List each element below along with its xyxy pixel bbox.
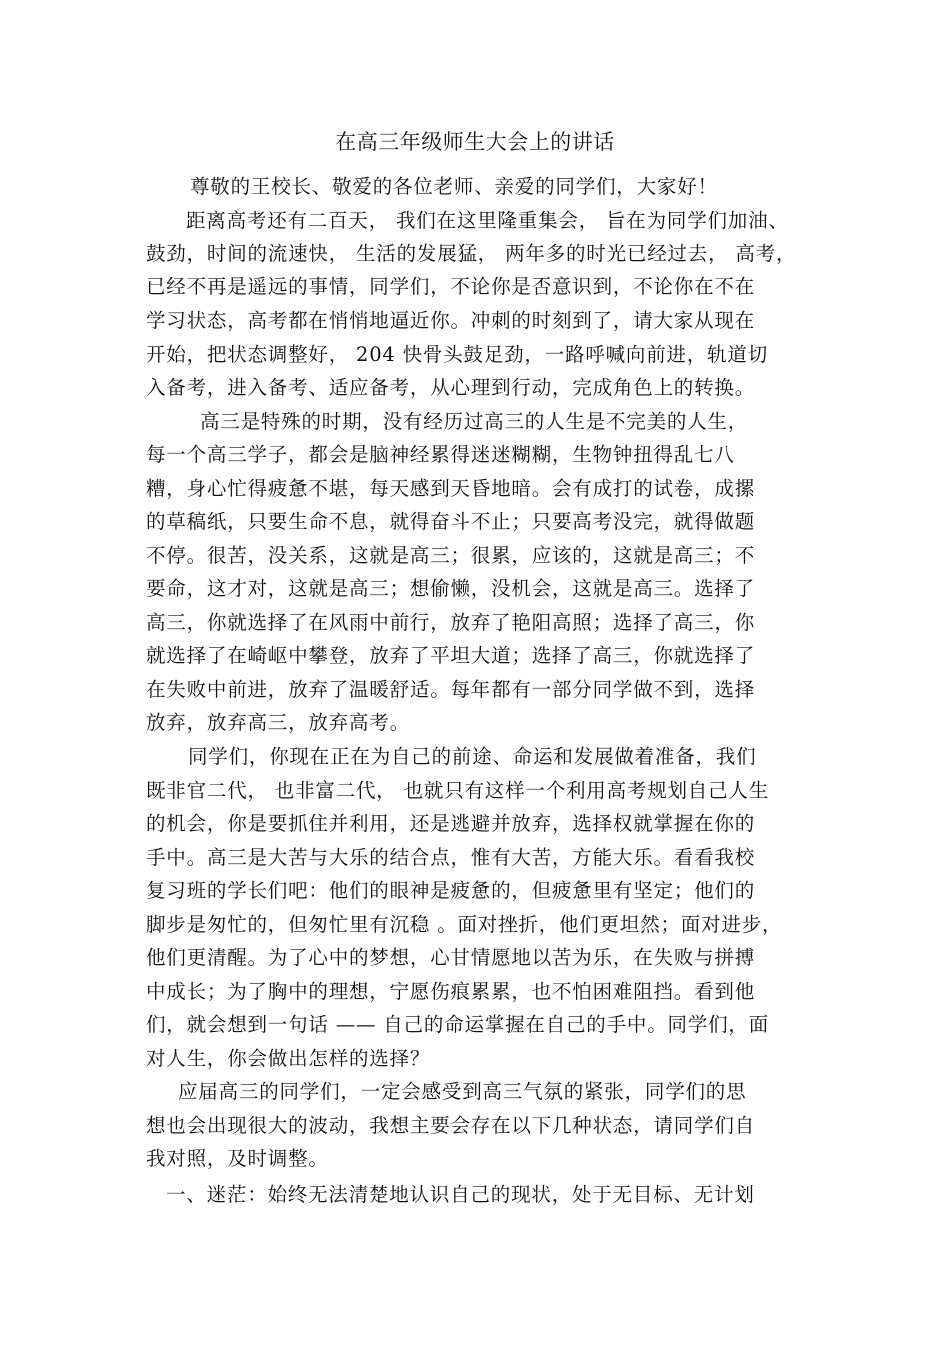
- text-line: 在失败中前进，放弃了温暖舒适。每年都有一部分同学做不到，选择: [146, 678, 756, 701]
- text-line: 高三是特殊的时期，没有经历过高三的人生是不完美的人生，: [200, 410, 749, 433]
- text-line: 放弃，放弃高三，放弃高考。: [146, 711, 410, 734]
- text-line: 就选择了在崎岖中攀登，放弃了平坦大道；选择了高三，你就选择了: [146, 644, 756, 667]
- text-line: 对人生，你会做出怎样的选择？: [146, 1047, 431, 1070]
- text-line: 鼓劲，时间的流速快， 生活的发展猛， 两年多的时光已经过去， 高考，: [146, 242, 797, 265]
- text-line: 入备考，进入备考、适应备考，从心理到行动，完成角色上的转换。: [146, 376, 756, 399]
- text-line: 开始，把状态调整好， 204 快骨头鼓足劲，一路呼喊向前进，轨道切: [146, 343, 769, 366]
- text-line: 应届高三的同学们，一定会感受到高三气氛的紧张，同学们的思: [178, 1080, 747, 1103]
- text-line: 学习状态，高考都在悄悄地逼近你。冲刺的时刻到了，请大家从现在: [146, 309, 756, 332]
- text-line: 们，就会想到一句话 —— 自己的命运掌握在自己的手中。同学们，面: [146, 1013, 769, 1036]
- text-line: 既非官二代， 也非富二代， 也就只有这样一个利用高考规划自己人生: [146, 779, 769, 802]
- document-title: 在高三年级师生大会上的讲话: [335, 130, 615, 154]
- text-line: 一、迷茫：始终无法清楚地认识自己的现状，处于无目标、无计划: [166, 1183, 755, 1206]
- text-line: 中成长；为了胸中的理想，宁愿伤痕累累，也不怕困难阻挡。看到他: [146, 980, 756, 1003]
- text-line: 每一个高三学子，都会是脑神经累得迷迷糊糊，生物钟扭得乱七八: [146, 443, 735, 466]
- text-line: 他们更清醒。为了心中的梦想，心甘情愿地以苦为乐，在失败与拼搏: [146, 946, 756, 969]
- text-line: 已经不再是遥远的事情，同学们，不论你是否意识到，不论你在不在: [146, 275, 756, 298]
- text-line: 距离高考还有二百天， 我们在这里隆重集会， 旨在为同学们加油、: [186, 209, 789, 232]
- text-line: 高三，你就选择了在风雨中前行，放弃了艳阳高照；选择了高三，你: [146, 611, 756, 634]
- text-line: 我对照，及时调整。: [146, 1147, 329, 1170]
- text-line: 要命，这才对，这就是高三；想偷懒，没机会，这就是高三。选择了: [146, 577, 756, 600]
- text-line: 想也会出现很大的波动，我想主要会存在以下几种状态，请同学们自: [146, 1114, 756, 1137]
- text-line: 糟，身心忙得疲惫不堪，每天感到天昏地暗。会有成打的试卷，成摞: [146, 477, 756, 500]
- text-line: 的机会，你是要抓住并利用，还是逃避并放弃，选择权就掌握在你的: [146, 812, 756, 835]
- text-line: 不停。很苦，没关系，这就是高三；很累，应该的，这就是高三；不: [146, 544, 756, 567]
- text-line: 复习班的学长们吧：他们的眼神是疲惫的，但疲惫里有坚定；他们的: [146, 879, 756, 902]
- text-line: 同学们，你现在正在为自己的前途、命运和发展做着准备，我们: [188, 745, 757, 768]
- text-line: 的草稿纸，只要生命不息，就得奋斗不止；只要高考没完，就得做题: [146, 510, 756, 533]
- text-line: 脚步是匆忙的，但匆忙里有沉稳 。面对挫折，他们更坦然；面对进步，: [146, 913, 783, 936]
- text-line: 尊敬的王校长、敬爱的各位老师、亲爱的同学们，大家好！: [190, 175, 718, 198]
- text-line: 手中。高三是大苦与大乐的结合点，惟有大苦，方能大乐。看看我校: [146, 846, 756, 869]
